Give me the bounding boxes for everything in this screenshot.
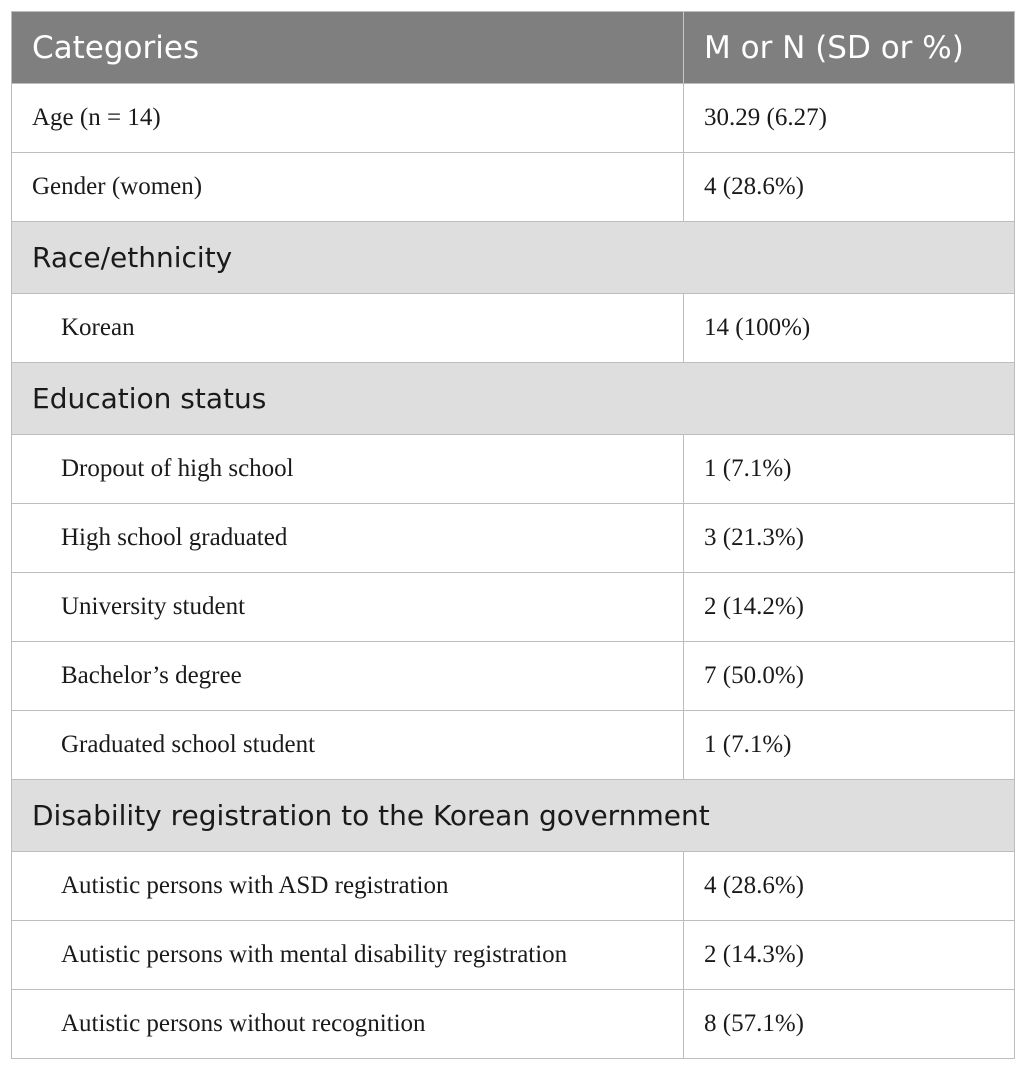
table-row: [12, 852, 1015, 921]
table-header-row: [12, 12, 1015, 84]
row-label: Bachelor’s degree: [12, 642, 684, 711]
row-value: 2 (14.2%): [684, 573, 1015, 642]
section-header-row: [12, 222, 1015, 294]
row-value: 30.29 (6.27): [684, 84, 1015, 153]
table-row: [12, 294, 1015, 363]
row-label: Dropout of high school: [12, 435, 684, 504]
row-label: Autistic persons with mental disability registration: [12, 921, 684, 990]
row-label: Autistic persons with ASD registration: [12, 852, 684, 921]
row-label: Graduated school student: [12, 711, 684, 780]
row-label: High school graduated: [12, 504, 684, 573]
row-label: University student: [12, 573, 684, 642]
table-row: [12, 504, 1015, 573]
table-row: [12, 84, 1015, 153]
table-row: [12, 990, 1015, 1059]
table-row: [12, 153, 1015, 222]
table-row: [12, 573, 1015, 642]
column-header-categories: Categories: [12, 12, 684, 84]
row-label: Korean: [12, 294, 684, 363]
table-row: [12, 642, 1015, 711]
table-row: [12, 921, 1015, 990]
row-value: 4 (28.6%): [684, 852, 1015, 921]
section-title: Race/ethnicity: [12, 222, 1015, 294]
section-title: Disability registration to the Korean government: [12, 780, 1015, 852]
row-value: 14 (100%): [684, 294, 1015, 363]
row-label: Age (n = 14): [12, 84, 684, 153]
section-header-row: [12, 363, 1015, 435]
row-value: 3 (21.3%): [684, 504, 1015, 573]
row-value: 1 (7.1%): [684, 435, 1015, 504]
demographics-table-container: [11, 11, 1014, 1059]
row-value: 7 (50.0%): [684, 642, 1015, 711]
row-label: Gender (women): [12, 153, 684, 222]
table-row: [12, 435, 1015, 504]
section-title: Education status: [12, 363, 1015, 435]
row-value: 2 (14.3%): [684, 921, 1015, 990]
table-row: [12, 711, 1015, 780]
row-value: 4 (28.6%): [684, 153, 1015, 222]
row-value: 8 (57.1%): [684, 990, 1015, 1059]
row-label: Autistic persons without recognition: [12, 990, 684, 1059]
demographics-table: [11, 11, 1015, 1059]
row-value: 1 (7.1%): [684, 711, 1015, 780]
section-header-row: [12, 780, 1015, 852]
column-header-values: M or N (SD or %): [684, 12, 1015, 84]
